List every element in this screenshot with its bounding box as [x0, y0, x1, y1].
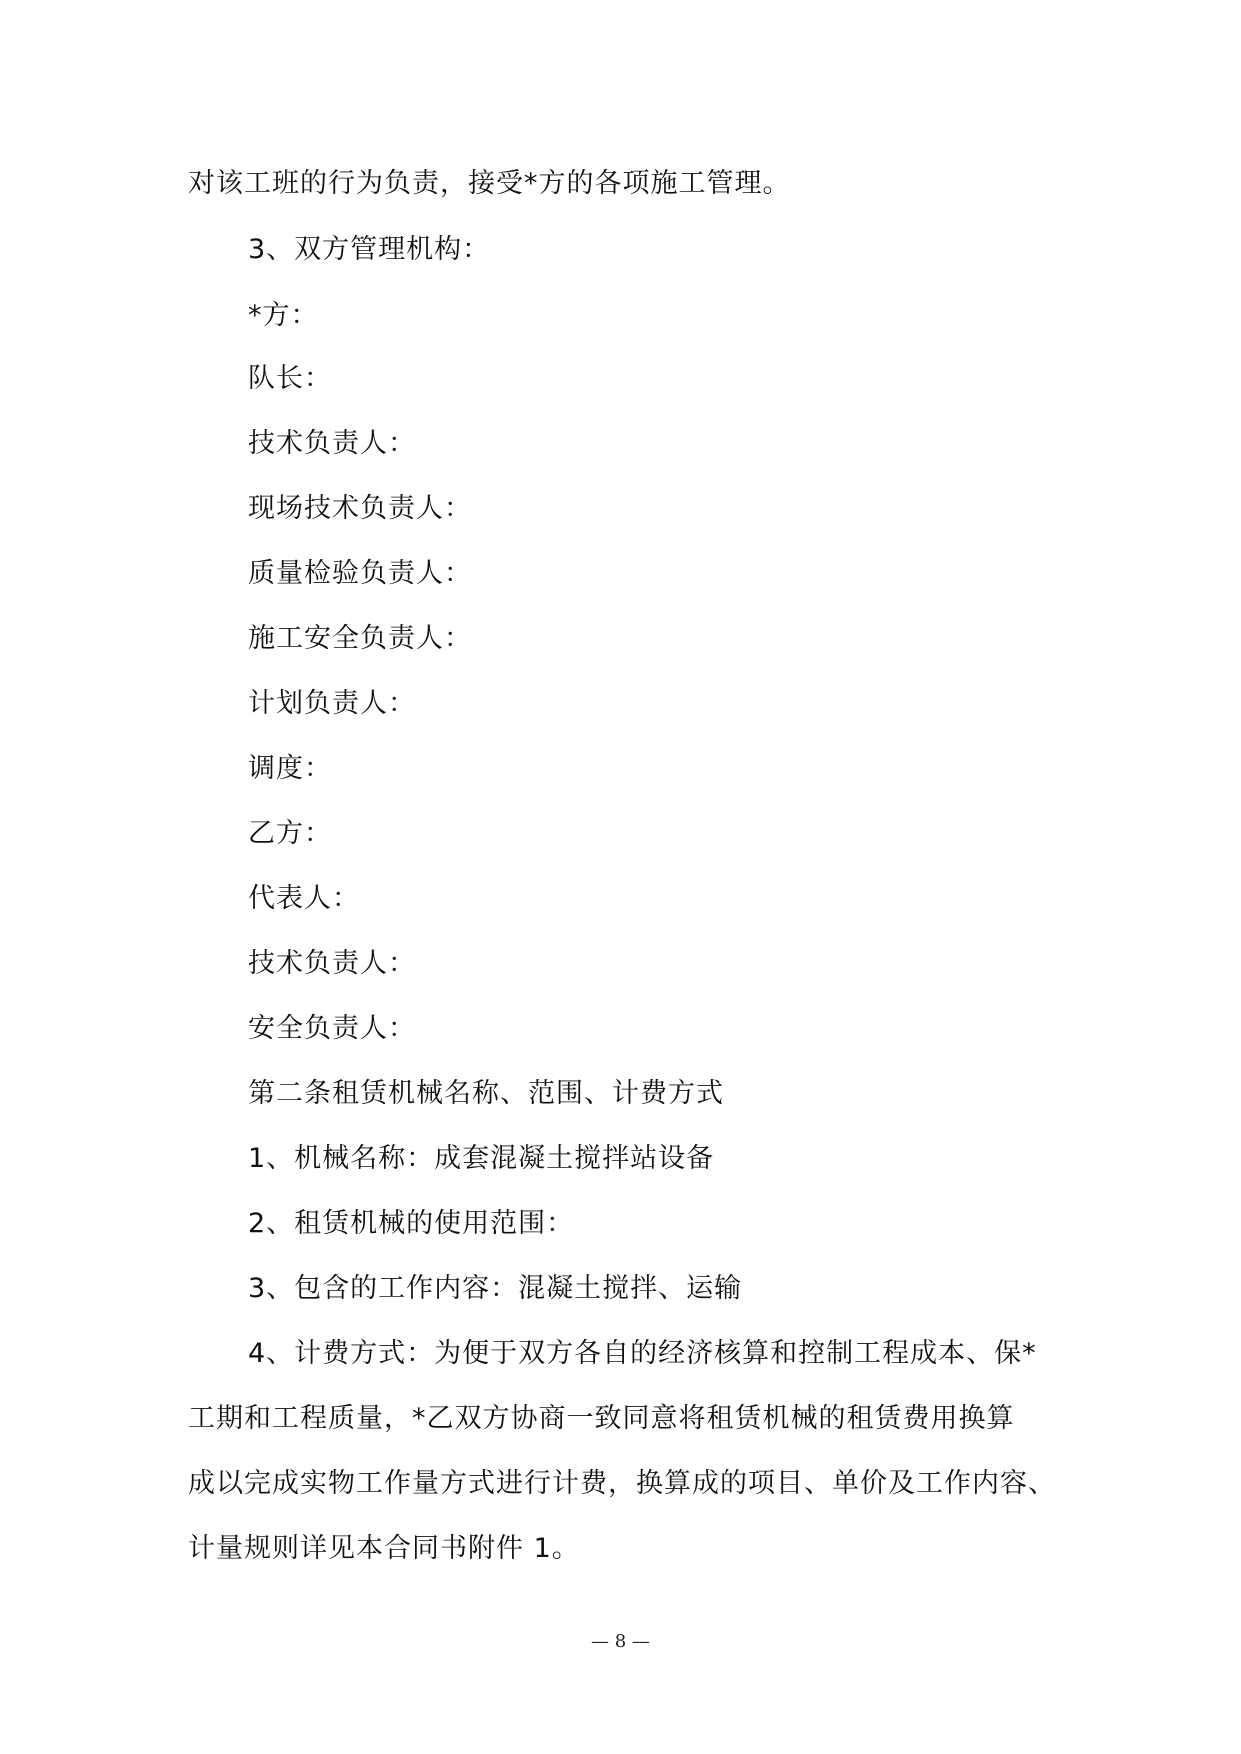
- party-b-technical-lead-field: 技术负责人：: [248, 948, 416, 979]
- billing-method-continuation-2: 成以完成实物工作量方式进行计费，换算成的项目、单价及工作内容、: [188, 1468, 1056, 1499]
- machine-name-item: 1、机械名称：成套混凝土搅拌站设备: [248, 1143, 715, 1174]
- technical-lead-field: 技术负责人：: [248, 428, 416, 459]
- work-content-item: 3、包含的工作内容：混凝土搅拌、运输: [248, 1273, 743, 1304]
- billing-method-continuation-1: 工期和工程质量，*乙双方协商一致同意将租赁机械的租赁费用换算: [188, 1403, 1015, 1434]
- site-technical-lead-field: 现场技术负责人：: [248, 493, 472, 524]
- billing-method-item: 4、计费方式：为便于双方各自的经济核算和控制工程成本、保*: [248, 1338, 1037, 1369]
- planning-lead-field: 计划负责人：: [248, 688, 416, 719]
- article-two-heading: 第二条租赁机械名称、范围、计费方式: [248, 1078, 724, 1109]
- safety-lead-field: 安全负责人：: [248, 1013, 416, 1044]
- usage-scope-item: 2、租赁机械的使用范围：: [248, 1208, 575, 1239]
- section-management-heading: 3、双方管理机构：: [248, 234, 491, 265]
- page-number: — 8 —: [591, 1631, 650, 1652]
- dispatcher-field: 调度：: [248, 753, 332, 784]
- construction-safety-lead-field: 施工安全负责人：: [248, 623, 472, 654]
- paragraph-continuation-line: 对该工班的行为负责，接受*方的各项施工管理。: [188, 168, 791, 199]
- representative-field: 代表人：: [248, 883, 360, 914]
- party-b-label: 乙方：: [248, 818, 332, 849]
- quality-inspection-lead-field: 质量检验负责人：: [248, 558, 472, 589]
- billing-method-continuation-3: 计量规则详见本合同书附件 1。: [188, 1533, 580, 1564]
- party-a-label: *方：: [248, 300, 319, 331]
- team-leader-field: 队长：: [248, 363, 332, 394]
